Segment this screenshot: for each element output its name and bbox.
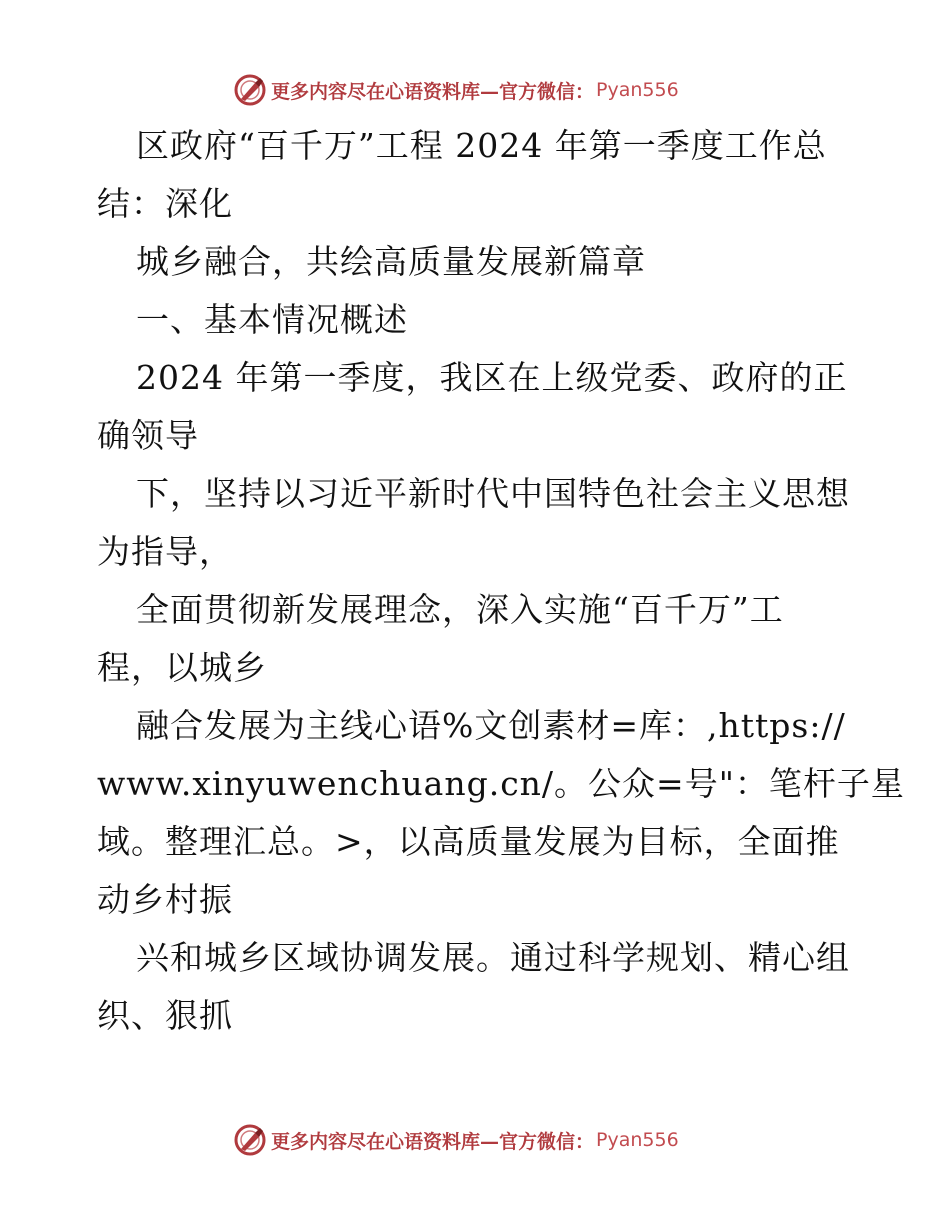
text-line: 织、狠抓	[97, 996, 233, 1035]
text-line: 2024 年第一季度，我区在上级党委、政府的正	[136, 358, 848, 397]
pen-nib-logo-icon	[233, 73, 267, 107]
text-line: 动乡村振	[97, 880, 233, 919]
watermark-wechat-id: Pyan556	[596, 79, 679, 101]
text-line: 区政府“百千万”工程 2024 年第一季度工作总	[136, 126, 827, 165]
text-line: 为指导，	[97, 532, 233, 571]
text-line: 下，坚持以习近平新时代中国特色社会主义思想	[136, 474, 850, 513]
text-line: 程，以城乡	[97, 648, 267, 687]
pen-nib-logo-icon	[233, 1123, 267, 1157]
text-line: 兴和城乡区域协调发展。通过科学规划、精心组	[136, 938, 850, 977]
text-line: 结：深化	[97, 184, 233, 223]
watermark-text: 更多内容尽在心语资料库—官方微信：	[271, 1130, 595, 1153]
text-line: 融合发展为主线心语%文创素材=库：,https://	[136, 706, 846, 745]
header-watermark	[233, 72, 679, 108]
text-line: 城乡融合，共绘高质量发展新篇章	[136, 242, 646, 281]
watermark-text: 更多内容尽在心语资料库—官方微信：	[271, 80, 595, 103]
footer-watermark	[233, 1122, 679, 1158]
text-line: 确领导	[97, 416, 199, 455]
text-line: www.xinyuwenchuang.cn/。公众=号"：笔杆子星	[97, 764, 905, 803]
watermark-wechat-id: Pyan556	[596, 1129, 679, 1151]
text-line: 域。整理汇总。>，以高质量发展为目标，全面推	[97, 822, 840, 861]
text-line: 全面贯彻新发展理念，深入实施“百千万”工	[136, 590, 784, 629]
text-line: 一、基本情况概述	[136, 300, 408, 339]
